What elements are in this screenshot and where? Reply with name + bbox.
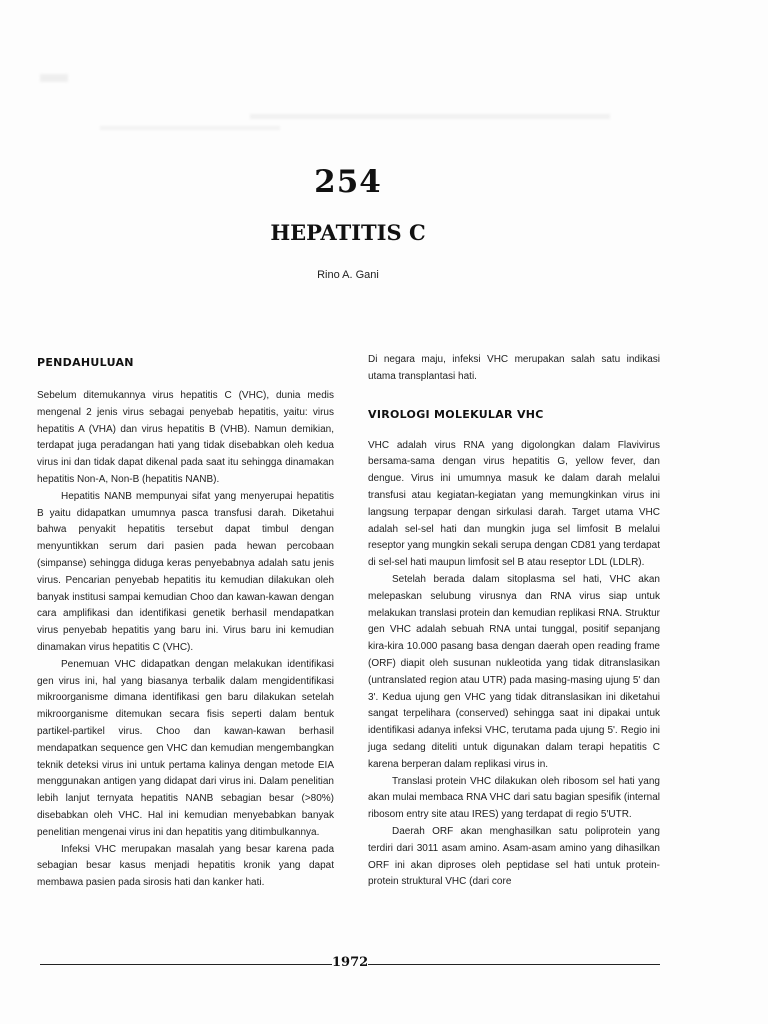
left-column bbox=[37, 355, 334, 892]
footer-rule-left bbox=[40, 964, 332, 965]
chapter-title: HEPATITIS C bbox=[270, 220, 426, 245]
paragraph: Penemuan VHC didapatkan dengan melakukan identifikasi gen virus ini, hal yang biasanya terbalik dalam mengidentifikasi mikroorganisme dimana identifikasi gen baru dilakukan setelah mikroorganisme ditemukan secara fisis seperti dalam bentuk partikel-partikel virus. Choo dan kawan-kawan berhasil mendapatkan sequence gen VHC dan kemudian mengembangkan teknik deteksi virus ini untuk pertama kalinya dengan metode EIA menggunakan antigen yang didapat dari virus ini. Dalam penelitian lebih lanjut ternyata hepatitis NANB sebagian besar (>80%) disebabkan oleh VHC. Hal ini kemudian menyebabkan banyak penelitian mengenai virus ini dan hepatitis yang ditimbulkannya. bbox=[37, 658, 334, 838]
footer-rule-right bbox=[368, 964, 660, 965]
author-name: Rino A. Gani bbox=[317, 269, 379, 281]
paragraph: Sebelum ditemukannya virus hepatitis C (VHC), dunia medis mengenal 2 jenis virus sebagai penyebab hepatitis, yaitu: virus hepatitis A (VHA) dan virus hepatitis B (VHB). Namun demikian, terdapat juga peradangan hati yang tidak disebabkan oleh kedua virus ini dan tidak dapat dikenal pada saat itu sehingga dinamakan hepatitis Non-A, Non-B (hepatitis NANB). bbox=[37, 390, 334, 485]
paragraph: Setelah berada dalam sitoplasma sel hati, VHC akan melepaskan selubung virusnya dan RNA virus siap untuk melakukan translasi protein dan kemudian replikasi RNA. Struktur gen VHC adalah sebuah RNA untai tunggal, positif sepanjang kira-kira 10.000 pasang basa dengan daerah open reading frame (ORF) diapit oleh susunan nukleotida yang tidak ditranslasikan (untranslated region atau UTR) pada masing-masing ujung 5' dan 3'. Kedua ujung gen VHC yang tidak ditranslasikan ini diketahui sangat terpelihara (conserved) sehingga saat ini dipakai untuk identifikasi adanya infeksi VHC, terutama pada ujung 5'. Regio ini juga sedang diteliti untuk digunakan dalam terapi hepatitis C karena berperan dalam replikasi virus in. bbox=[368, 573, 660, 770]
paragraph: Hepatitis NANB mempunyai sifat yang menyerupai hepatitis B yaitu didapatkan umumnya pasca transfusi darah. Diketahui bahwa penyakit hepatitis tersebut dapat timbul dengan menyuntikkan serum dari pasien pada hewan percobaan (simpanse) sehingga diduga keras penyebabnya adalah satu jenis virus. Pencarian penyebab hepatitis itu kemudian dilakukan oleh banyak institusi sampai kemudian Choo dan kawan-kawan dengan cara amplifikasi dan identifikasi genetik berhasil mendapatkan virus penyebab hepatitis yang baru ini. Virus baru ini kemudian dinamakan virus hepatitis C (VHC). bbox=[37, 490, 334, 653]
right-column bbox=[368, 352, 660, 891]
page-number: 1972 bbox=[332, 955, 369, 970]
page-footer bbox=[40, 954, 660, 974]
paragraph: Infeksi VHC merupakan masalah yang besar karena pada sebagian besar kasus menjadi hepatitis kronik yang dapat membawa pasien pada sirosis hati dan kanker hati. bbox=[37, 843, 334, 889]
section-heading-pendahuluan: PENDAHULUAN bbox=[37, 356, 134, 369]
chapter-number: 254 bbox=[314, 164, 382, 200]
paragraph: Translasi protein VHC dilakukan oleh ribosom sel hati yang akan mulai membaca RNA VHC dari satu bagian spesifik (internal ribosom entry site atau IRES) yang terdapat di regio 5'UTR. bbox=[368, 775, 660, 821]
bleed-through-shadow bbox=[40, 74, 660, 134]
paragraph-intro: Di negara maju, infeksi VHC merupakan salah satu indikasi utama transplantasi hati. bbox=[368, 354, 660, 382]
paragraph: VHC adalah virus RNA yang digolongkan dalam Flavivirus bersama-sama dengan virus hepatitis G, yellow fever, dan dengue. Virus ini umumnya masuk ke dalam darah melalui transfusi atau kegiatan-kegiatan yang memungkinkan virus ini langsung terpapar dengan sirkulasi darah. Target utama VHC adalah sel-sel hati dan mungkin juga sel limfosit B melalui reseptor yang mungkin sekali serupa dengan CD81 yang terdapat di sel-sel hati maupun limfosit sel B atau reseptor LDL (LDLR). bbox=[368, 439, 660, 569]
section-heading-virologi: VIROLOGI MOLEKULAR VHC bbox=[368, 407, 544, 421]
paragraph: Daerah ORF akan menghasilkan satu poliprotein yang terdiri dari 3011 asam amino. Asam-asam amino yang dihasilkan ORF ini akan diproses oleh peptidase sel hati untuk protein-protein struktural VHC (dari core bbox=[368, 825, 660, 888]
